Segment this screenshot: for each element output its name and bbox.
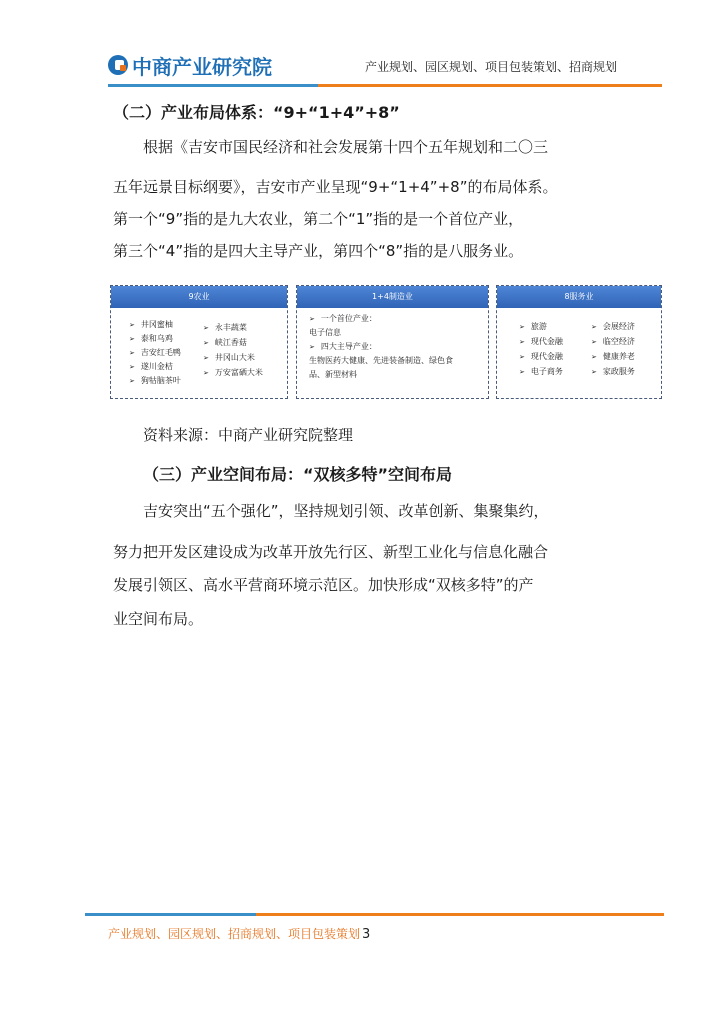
list-item: ➢ 泰和乌鸡 [129, 334, 173, 343]
arrow-bullet-icon: ➢ [203, 324, 209, 332]
arrow-bullet-icon: ➢ [129, 321, 135, 329]
footer-divider-orange [256, 913, 664, 916]
list-item: ➢ 遂川金桔 [129, 362, 173, 371]
logo-text: 中商产业研究院 [132, 54, 272, 79]
list-item: ➢ 电子商务 [519, 367, 563, 376]
list-item: ➢ 一个首位产业： [309, 314, 377, 323]
paragraph-line: 努力把开发区建设成为改革开放先行区、新型工业化与信息化融合 [113, 543, 549, 561]
list-item: ➢ 井冈山大米 [203, 353, 255, 362]
section-heading-layout-system: （二）产业布局体系：“9+“1+4”+8” [113, 103, 400, 122]
paragraph-line: 吉安突出“五个强化”，坚持规划引领、改革创新、集聚集约， [143, 502, 549, 520]
paragraph-line: 发展引领区、高水平营商环境示范区。加快形成“双核多特”的产 [113, 576, 534, 594]
arrow-bullet-icon: ➢ [519, 323, 525, 331]
list-item: ➢ 狗牯脑茶叶 [129, 376, 181, 385]
arrow-bullet-icon: ➢ [129, 377, 135, 385]
arrow-bullet-icon: ➢ [519, 368, 525, 376]
list-item: 电子信息 [309, 328, 341, 337]
arrow-bullet-icon: ➢ [203, 339, 209, 347]
list-item: ➢ 井冈蜜柚 [129, 320, 173, 329]
arrow-bullet-icon: ➢ [129, 363, 135, 371]
list-item: ➢ 会展经济 [591, 322, 635, 331]
list-item: ➢ 临空经济 [591, 337, 635, 346]
section-heading-spatial-layout: （三）产业空间布局：“双核多特”空间布局 [143, 465, 453, 484]
panel-body [297, 308, 488, 398]
footer-divider-blue [85, 913, 256, 916]
list-item: ➢ 健康养老 [591, 352, 635, 361]
list-item: ➢ 现代金融 [519, 352, 563, 361]
arrow-bullet-icon: ➢ [129, 335, 135, 343]
list-item: ➢ 永丰蔬菜 [203, 323, 247, 332]
arrow-bullet-icon: ➢ [309, 343, 315, 351]
header-divider-orange [318, 84, 662, 87]
footer-slogan: 产业规划、园区规划、招商规划、项目包装策划 [108, 927, 361, 941]
arrow-bullet-icon: ➢ [203, 369, 209, 377]
arrow-bullet-icon: ➢ [591, 323, 597, 331]
page-number: 3 [362, 927, 371, 942]
arrow-bullet-icon: ➢ [591, 338, 597, 346]
arrow-bullet-icon: ➢ [591, 353, 597, 361]
list-item: ➢ 家政服务 [591, 367, 635, 376]
manufacturing-panel [296, 285, 489, 399]
agriculture-panel [110, 285, 288, 399]
list-item: 生物医药大健康、先进装备制造、绿色食 [309, 356, 453, 365]
paragraph-line: 第三个“4”指的是四大主导产业，第四个“8”指的是八服务业。 [113, 242, 524, 260]
arrow-bullet-icon: ➢ [129, 349, 135, 357]
header-slogan: 产业规划、园区规划、项目包装策划、招商规划 [364, 60, 617, 74]
paragraph-line: 五年远景目标纲要》，吉安市产业呈现“9+“1+4”+8”的布局体系。 [113, 178, 558, 196]
services-panel [496, 285, 662, 399]
paragraph-line: 第一个“9”指的是九大农业，第二个“1”指的是一个首位产业， [113, 210, 524, 228]
panel-body [497, 308, 661, 398]
arrow-bullet-icon: ➢ [519, 338, 525, 346]
panel-body [111, 308, 287, 398]
list-item: ➢ 旅游 [519, 322, 547, 331]
list-item: ➢ 吉安红毛鸭 [129, 348, 181, 357]
list-item: ➢ 现代金融 [519, 337, 563, 346]
list-item: 品、新型材料 [309, 370, 357, 379]
arrow-bullet-icon: ➢ [519, 353, 525, 361]
arrow-bullet-icon: ➢ [591, 368, 597, 376]
source-note: 资料来源：中商产业研究院整理 [143, 426, 354, 444]
company-logo [108, 53, 272, 77]
company-logo-icon [108, 55, 128, 75]
header-divider-blue [108, 84, 318, 87]
footer [108, 925, 370, 942]
paragraph-line: 业空间布局。 [113, 610, 204, 628]
panel-title: 8服务业 [497, 286, 661, 308]
paragraph-line: 根据《吉安市国民经济和社会发展第十四个五年规划和二〇三 [143, 138, 549, 156]
arrow-bullet-icon: ➢ [203, 354, 209, 362]
panel-title: 9农业 [111, 286, 287, 308]
list-item: ➢ 峡江香菇 [203, 338, 247, 347]
panel-title: 1+4制造业 [297, 286, 488, 308]
arrow-bullet-icon: ➢ [309, 315, 315, 323]
list-item: ➢ 万安富硒大米 [203, 368, 263, 377]
list-item: ➢ 四大主导产业： [309, 342, 377, 351]
